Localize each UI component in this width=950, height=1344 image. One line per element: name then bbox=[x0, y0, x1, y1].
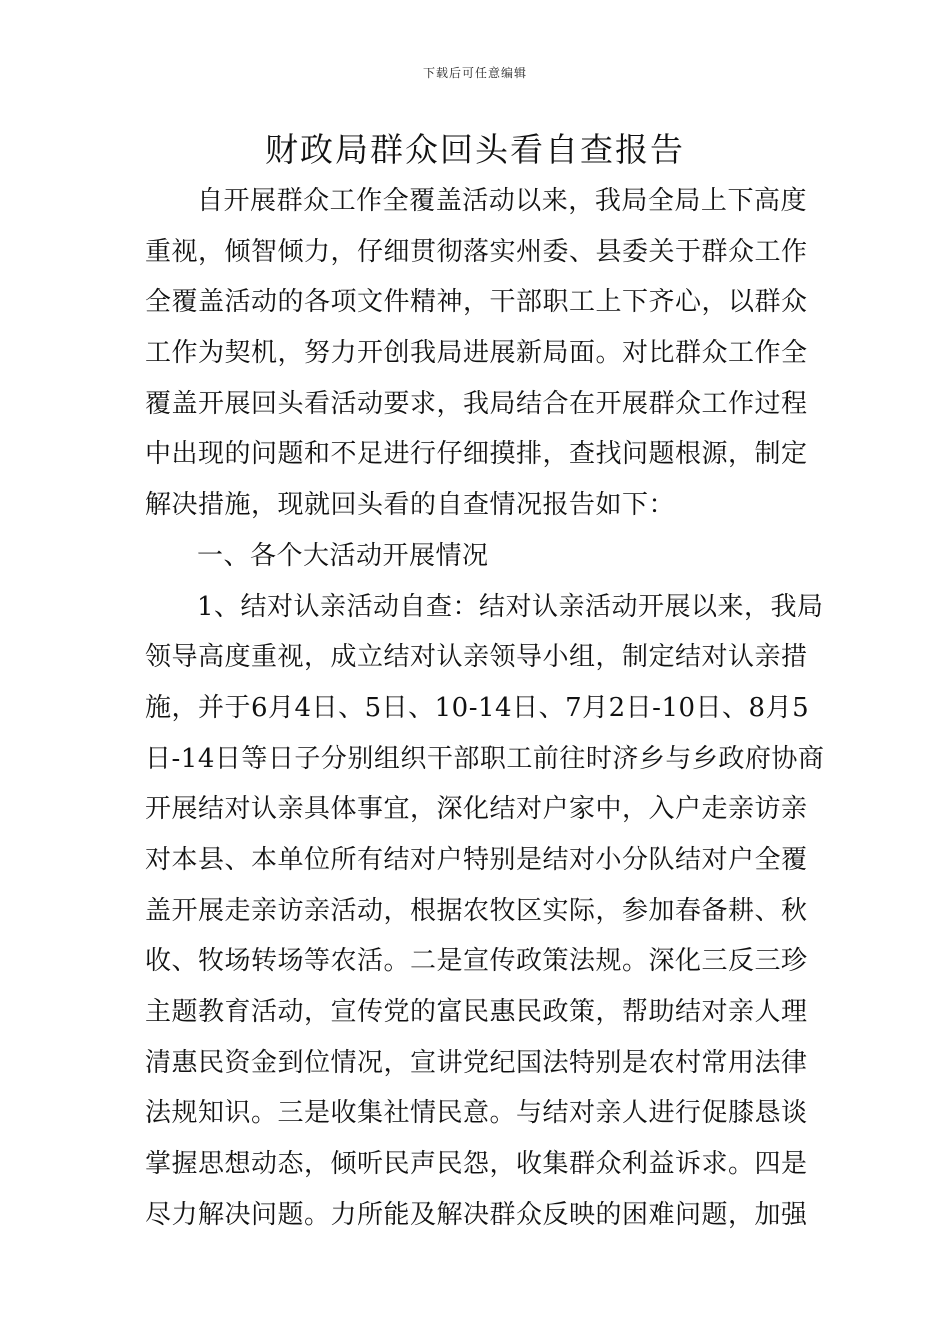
section-heading: 一、各个大活动开展情况 bbox=[197, 540, 489, 571]
document-body bbox=[145, 176, 825, 1240]
paragraph-line: 尽力解决问题。力所能及解决群众反映的困难问题，加强 bbox=[145, 1199, 808, 1230]
paragraph-line: 自开展群众工作全覆盖活动以来，我局全局上下高度 bbox=[197, 186, 807, 216]
document-title: 财政局群众回头看自查报告 bbox=[265, 130, 685, 169]
header-note: 下载后可任意编辑 bbox=[422, 66, 527, 80]
paragraph-line: 法规知识。三是收集社情民意。与结对亲人进行促膝恳谈 bbox=[145, 1098, 808, 1129]
paragraph-line: 日-14日等日子分别组织干部职工前往时济乡与乡政府协商 bbox=[145, 743, 825, 774]
paragraph-line: 解决措施，现就回头看的自查情况报告如下： bbox=[145, 490, 676, 521]
paragraph-line: 开展结对认亲具体事宜，深化结对户家中，入户走亲访亲 bbox=[145, 794, 808, 825]
paragraph-line: 盖开展走亲访亲活动，根据农牧区实际，参加春备耕、秋 bbox=[145, 895, 808, 926]
paragraph-line: 施，并于6月4日、5日、10-14日、7月2日-10日、8月5 bbox=[145, 692, 810, 723]
paragraph-line: 全覆盖活动的各项文件精神，干部职工上下齐心，以群众 bbox=[145, 287, 808, 318]
paragraph-line: 主题教育活动，宣传党的富民惠民政策，帮助结对亲人理 bbox=[145, 997, 808, 1027]
paragraph-line: 对本县、本单位所有结对户特别是结对小分队结对户全覆 bbox=[145, 844, 808, 875]
paragraph-line: 清惠民资金到位情况，宣讲党纪国法特别是农村常用法律 bbox=[145, 1047, 808, 1078]
paragraph-line: 中出现的问题和不足进行仔细摸排，查找问题根源，制定 bbox=[145, 439, 808, 470]
paragraph-line: 工作为契机，努力开创我局进展新局面。对比群众工作全 bbox=[145, 338, 808, 369]
paragraph-line: 收、牧场转场等农活。二是宣传政策法规。深化三反三珍 bbox=[145, 946, 808, 977]
paragraph-line: 领导高度重视，成立结对认亲领导小组，制定结对认亲措 bbox=[145, 642, 808, 673]
paragraph-line: 重视，倾智倾力，仔细贯彻落实州委、县委关于群众工作 bbox=[145, 236, 808, 267]
paragraph-line: 1、结对认亲活动自查：结对认亲活动开展以来，我局 bbox=[197, 591, 824, 622]
paragraph-line: 覆盖开展回头看活动要求，我局结合在开展群众工作过程 bbox=[145, 388, 808, 419]
paragraph-line: 掌握思想动态，倾听民声民怨，收集群众利益诉求。四是 bbox=[145, 1149, 808, 1180]
